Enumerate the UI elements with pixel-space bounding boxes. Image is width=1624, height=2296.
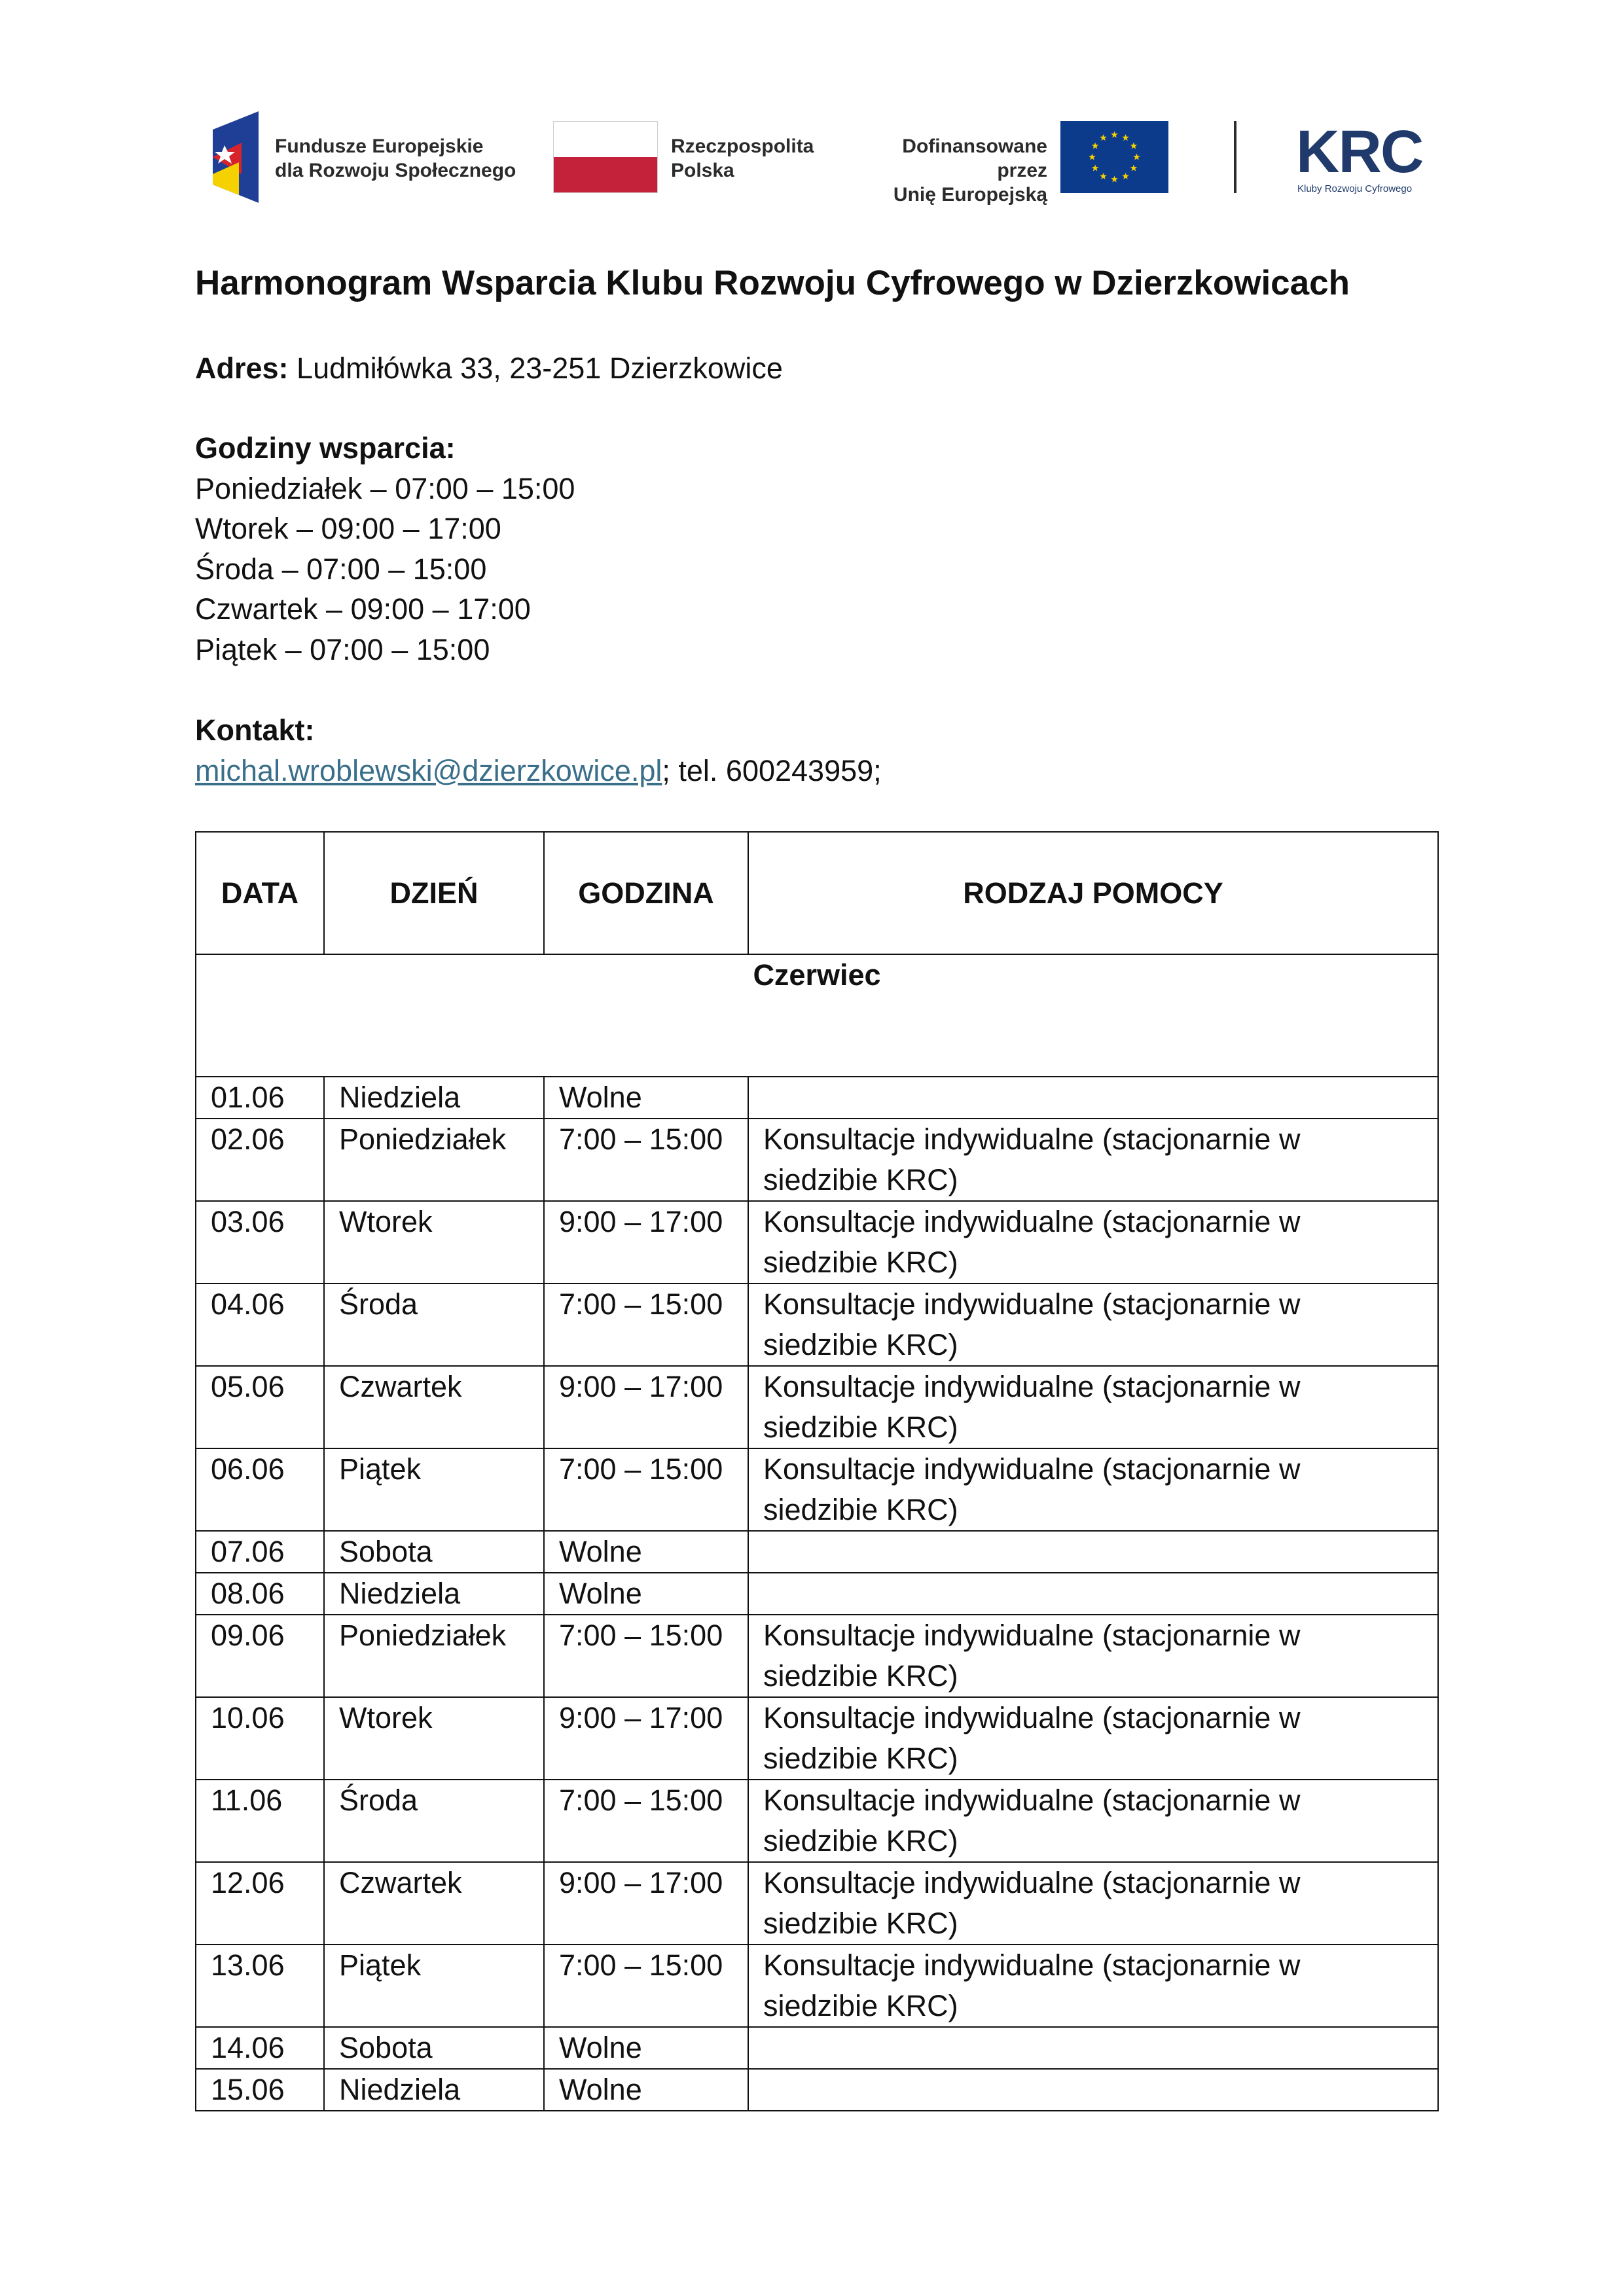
cell-date: 03.06 bbox=[196, 1201, 324, 1283]
logo-bar bbox=[196, 105, 1440, 206]
cell-time: 7:00 – 15:00 bbox=[544, 1448, 748, 1531]
contact-block bbox=[195, 710, 882, 791]
cell-help-type: Konsultacje indywidualne (stacjonarnie w siedzibie KRC) bbox=[748, 1119, 1438, 1201]
cell-day: Poniedziałek bbox=[324, 1119, 544, 1201]
cell-date: 01.06 bbox=[196, 1077, 324, 1119]
cell-date: 12.06 bbox=[196, 1862, 324, 1945]
table-row bbox=[196, 1366, 1438, 1448]
table-row bbox=[196, 1077, 1438, 1119]
rzeczpospolita-text bbox=[671, 134, 814, 183]
cell-time: 7:00 – 15:00 bbox=[544, 1283, 748, 1366]
cell-date: 07.06 bbox=[196, 1531, 324, 1573]
cell-day: Środa bbox=[324, 1283, 544, 1366]
cell-help-type bbox=[748, 2069, 1438, 2111]
table-row bbox=[196, 2069, 1438, 2111]
table-header-row bbox=[196, 832, 1438, 954]
cell-help-type: Konsultacje indywidualne (stacjonarnie w siedzibie KRC) bbox=[748, 1697, 1438, 1780]
cell-day: Piątek bbox=[324, 1945, 544, 2027]
table-row bbox=[196, 1780, 1438, 1862]
cell-help-type bbox=[748, 1573, 1438, 1615]
cell-help-type bbox=[748, 1077, 1438, 1119]
cell-day: Niedziela bbox=[324, 1077, 544, 1119]
cell-day: Sobota bbox=[324, 1531, 544, 1573]
month-row bbox=[196, 954, 1438, 1077]
cell-date: 05.06 bbox=[196, 1366, 324, 1448]
fe-line-2: dla Rozwoju Społecznego bbox=[275, 160, 516, 181]
cell-help-type bbox=[748, 2027, 1438, 2069]
cell-time: 9:00 – 17:00 bbox=[544, 1697, 748, 1780]
table-row bbox=[196, 2027, 1438, 2069]
cell-date: 15.06 bbox=[196, 2069, 324, 2111]
eu-line-1: Dofinansowane przez bbox=[902, 135, 1047, 181]
rp-line-1: Rzeczpospolita bbox=[671, 135, 814, 157]
contact-label: Kontakt: bbox=[195, 713, 315, 747]
cell-day: Czwartek bbox=[324, 1366, 544, 1448]
column-header-date: DATA bbox=[196, 832, 324, 954]
cell-date: 02.06 bbox=[196, 1119, 324, 1201]
eu-flag-icon bbox=[1060, 121, 1168, 193]
cell-help-type: Konsultacje indywidualne (stacjonarnie w siedzibie KRC) bbox=[748, 1945, 1438, 2027]
table-row bbox=[196, 1201, 1438, 1283]
cell-time: 7:00 – 15:00 bbox=[544, 1119, 748, 1201]
hours-label: Godziny wsparcia: bbox=[195, 431, 456, 465]
schedule-table bbox=[195, 831, 1439, 2111]
table-row bbox=[196, 1615, 1438, 1697]
cell-time: Wolne bbox=[544, 2027, 748, 2069]
table-row bbox=[196, 1573, 1438, 1615]
table-row bbox=[196, 1283, 1438, 1366]
cell-help-type: Konsultacje indywidualne (stacjonarnie w siedzibie KRC) bbox=[748, 1201, 1438, 1283]
cell-day: Poniedziałek bbox=[324, 1615, 544, 1697]
cell-help-type bbox=[748, 1531, 1438, 1573]
cell-day: Niedziela bbox=[324, 2069, 544, 2111]
cell-date: 04.06 bbox=[196, 1283, 324, 1366]
email-link[interactable]: michal.wroblewski@dzierzkowice.pl bbox=[195, 753, 662, 787]
cell-help-type: Konsultacje indywidualne (stacjonarnie w siedzibie KRC) bbox=[748, 1780, 1438, 1862]
cell-day: Wtorek bbox=[324, 1697, 544, 1780]
cell-day: Niedziela bbox=[324, 1573, 544, 1615]
flag-white-stripe bbox=[554, 122, 657, 157]
krc-logo bbox=[1296, 118, 1434, 196]
cell-day: Środa bbox=[324, 1780, 544, 1862]
cell-date: 11.06 bbox=[196, 1780, 324, 1862]
cell-help-type: Konsultacje indywidualne (stacjonarnie w siedzibie KRC) bbox=[748, 1283, 1438, 1366]
rp-line-2: Polska bbox=[671, 160, 734, 181]
krc-logo-wordmark: KRC bbox=[1296, 118, 1423, 185]
cell-time: 9:00 – 17:00 bbox=[544, 1366, 748, 1448]
eu-line-2: Unię Europejską bbox=[893, 184, 1047, 206]
fe-line-1: Fundusze Europejskie bbox=[275, 135, 484, 157]
cell-date: 06.06 bbox=[196, 1448, 324, 1531]
cell-date: 13.06 bbox=[196, 1945, 324, 2027]
cell-date: 10.06 bbox=[196, 1697, 324, 1780]
eu-cofinancing-text bbox=[851, 134, 1047, 207]
column-header-time: GODZINA bbox=[544, 832, 748, 954]
page-title: Harmonogram Wsparcia Klubu Rozwoju Cyfrowego w Dzierzkowicach bbox=[195, 264, 1350, 302]
cell-help-type: Konsultacje indywidualne (stacjonarnie w siedzibie KRC) bbox=[748, 1448, 1438, 1531]
hours-line: Czwartek – 09:00 – 17:00 bbox=[195, 592, 531, 626]
cell-day: Piątek bbox=[324, 1448, 544, 1531]
cell-date: 14.06 bbox=[196, 2027, 324, 2069]
hours-line: Wtorek – 09:00 – 17:00 bbox=[195, 512, 501, 545]
table-row bbox=[196, 1697, 1438, 1780]
cell-time: 7:00 – 15:00 bbox=[544, 1780, 748, 1862]
support-hours bbox=[195, 428, 575, 670]
table-row bbox=[196, 1119, 1438, 1201]
cell-day: Wtorek bbox=[324, 1201, 544, 1283]
fundusze-europejskie-text bbox=[275, 134, 516, 183]
cell-date: 09.06 bbox=[196, 1615, 324, 1697]
address-value: Ludmiłówka 33, 23-251 Dzierzkowice bbox=[288, 351, 783, 385]
cell-date: 08.06 bbox=[196, 1573, 324, 1615]
logo-divider bbox=[1234, 121, 1236, 193]
polish-flag-icon bbox=[553, 121, 658, 193]
table-row bbox=[196, 1862, 1438, 1945]
address-line bbox=[195, 348, 783, 389]
cell-day: Czwartek bbox=[324, 1862, 544, 1945]
flag-red-stripe bbox=[554, 157, 657, 192]
month-label: Czerwiec bbox=[196, 954, 1438, 1077]
hours-line: Poniedziałek – 07:00 – 15:00 bbox=[195, 471, 575, 505]
phone-text: ; tel. 600243959; bbox=[662, 753, 882, 787]
table-row bbox=[196, 1531, 1438, 1573]
cell-time: Wolne bbox=[544, 1531, 748, 1573]
hours-line: Środa – 07:00 – 15:00 bbox=[195, 552, 487, 586]
cell-day: Sobota bbox=[324, 2027, 544, 2069]
cell-time: Wolne bbox=[544, 1573, 748, 1615]
cell-help-type: Konsultacje indywidualne (stacjonarnie w siedzibie KRC) bbox=[748, 1615, 1438, 1697]
cell-time: 9:00 – 17:00 bbox=[544, 1201, 748, 1283]
cell-time: Wolne bbox=[544, 2069, 748, 2111]
column-header-day: DZIEŃ bbox=[324, 832, 544, 954]
table-row bbox=[196, 1945, 1438, 2027]
table-row bbox=[196, 1448, 1438, 1531]
hours-line: Piątek – 07:00 – 15:00 bbox=[195, 632, 490, 666]
krc-logo-subtitle: Kluby Rozwoju Cyfrowego bbox=[1297, 183, 1413, 194]
cell-time: 7:00 – 15:00 bbox=[544, 1945, 748, 2027]
cell-help-type: Konsultacje indywidualne (stacjonarnie w siedzibie KRC) bbox=[748, 1862, 1438, 1945]
column-header-help-type: RODZAJ POMOCY bbox=[748, 832, 1438, 954]
cell-time: 9:00 – 17:00 bbox=[544, 1862, 748, 1945]
cell-time: Wolne bbox=[544, 1077, 748, 1119]
cell-help-type: Konsultacje indywidualne (stacjonarnie w siedzibie KRC) bbox=[748, 1366, 1438, 1448]
fundusze-europejskie-logo-icon bbox=[213, 111, 265, 203]
address-label: Adres: bbox=[195, 351, 289, 385]
cell-time: 7:00 – 15:00 bbox=[544, 1615, 748, 1697]
